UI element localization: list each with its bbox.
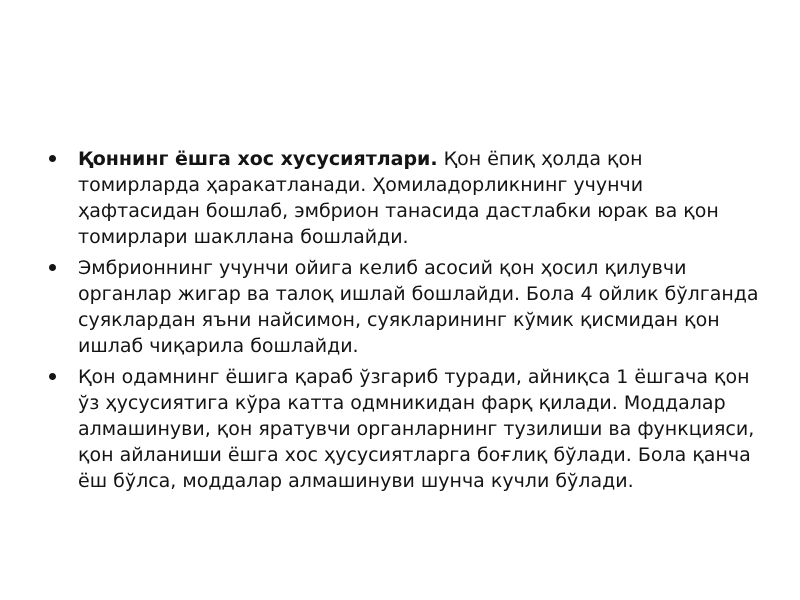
bullet-item-2	[44, 255, 764, 359]
bullet-dot-icon	[49, 373, 56, 380]
bullet-body-text: Қон ёпиқ ҳолда қон томирларда ҳаракатланади. Ҳомиладорликнинг учунчи ҳафтасидан бошлаб, эмбрион танасида дастлабки юрак ва қон томирлари шакллана бошлайди.	[78, 148, 719, 248]
bullet-body-text: Қон одамнинг ёшига қараб ўзгариб туради, айниқса 1 ёшгача қон ўз ҳусусиятига кўра катта одмникидан фарқ қилади. Моддалар алмашинуви, қон яратувчи органларнинг тузилиши ва функцияси, қон айланиши ёшга хос ҳусусиятларга боғлиқ бўлади. Бола қанча ёш бўлса, моддалар алмашинуви шунча кучли бўлади.	[78, 366, 755, 492]
slide-content	[44, 146, 764, 499]
bullet-dot-icon	[49, 264, 56, 271]
bullet-lead-text: Қоннинг ёшга хос хусусиятлари.	[78, 148, 438, 170]
bullet-item-3	[44, 364, 764, 494]
bullet-item-1	[44, 146, 764, 250]
bullet-dot-icon	[49, 155, 56, 162]
bullet-list	[44, 146, 764, 494]
bullet-body-text: Эмбрионнинг учунчи ойига келиб асосий қон ҳосил қилувчи органлар жигар ва талоқ ишлай бошлайди. Бола 4 ойлик бўлганда суяклардан яъни найсимон, суякларининг кўмик қисмидан қон ишлаб чиқарила бошлайди.	[78, 257, 759, 357]
